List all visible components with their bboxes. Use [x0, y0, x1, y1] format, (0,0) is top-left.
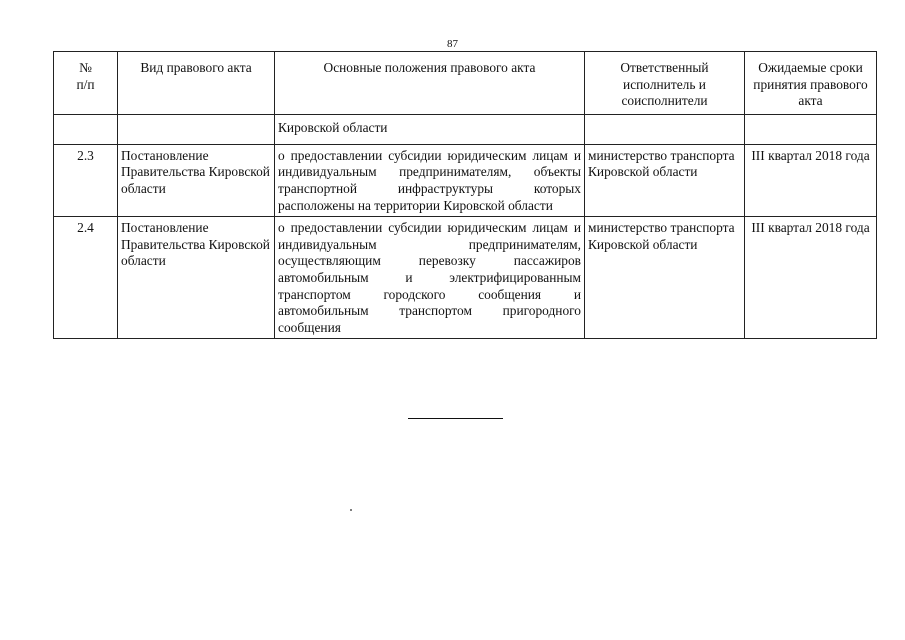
- table-row: [54, 217, 877, 339]
- cell-executor: [585, 114, 745, 144]
- cell-deadline: III квартал 2018 года: [745, 217, 877, 339]
- scan-speck: [350, 509, 352, 511]
- cell-num: 2.4: [54, 217, 118, 339]
- header-num-text: № п/п: [76, 60, 95, 92]
- cell-act-content: о предоставлении субсидии юридическим лицам и индивидуальным предпринимателям, объекты транспортной инфраструктуры которых расположены на территории Кировской области: [275, 144, 585, 216]
- cell-act-content: о предоставлении субсидии юридическим лицам и индивидуальным предпринимателям, осуществляющим перевозку пассажиров автомобильным и электрифицированным транспортом городского сообщения и автомобильным транспортом пригородного сообщения: [275, 217, 585, 339]
- section-end-divider: [408, 418, 503, 419]
- table-header-row: [54, 52, 877, 115]
- cell-executor: министерство транспорта Кировской области: [585, 217, 745, 339]
- cell-deadline: III квартал 2018 года: [745, 144, 877, 216]
- cell-act-type: [118, 114, 275, 144]
- cell-executor: министерство транспорта Кировской области: [585, 144, 745, 216]
- cell-deadline: [745, 114, 877, 144]
- page-number: 87: [447, 38, 458, 50]
- table-row: [54, 144, 877, 216]
- cell-act-type: Постановление Правительства Кировской области: [118, 144, 275, 216]
- header-act-content: Основные положения правового акта: [275, 52, 585, 115]
- header-deadline: Ожидаемые сроки принятия правового акта: [745, 52, 877, 115]
- cell-act-type: Постановление Правительства Кировской области: [118, 217, 275, 339]
- table-row-continuation: [54, 114, 877, 144]
- cell-act-content: Кировской области: [275, 114, 585, 144]
- cell-num: 2.3: [54, 144, 118, 216]
- header-num: [54, 52, 118, 115]
- header-executor: Ответственный исполнитель и соисполнители: [585, 52, 745, 115]
- cell-num: [54, 114, 118, 144]
- header-act-type: Вид правового акта: [118, 52, 275, 115]
- legal-acts-table: [53, 51, 877, 339]
